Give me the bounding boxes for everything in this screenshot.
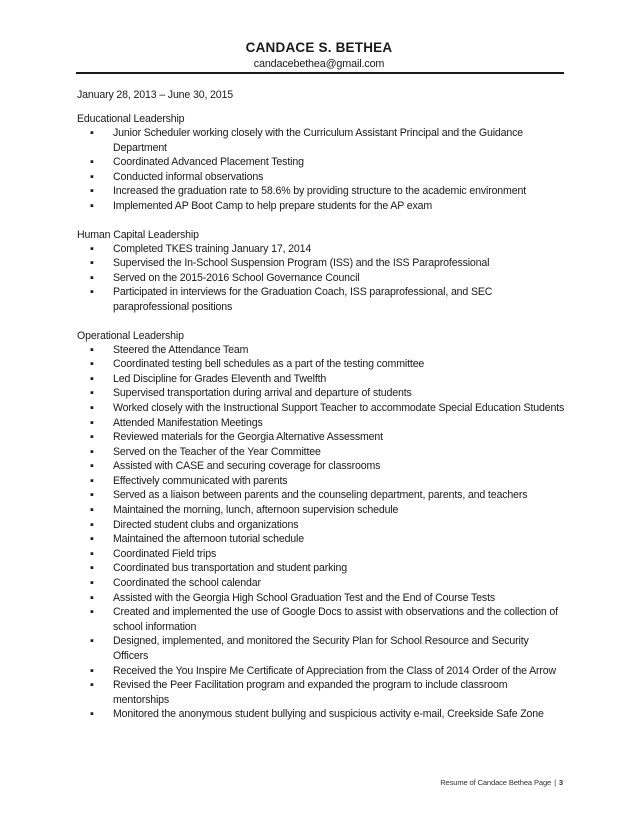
list-item: ▪ Implemented AP Boot Camp to help prepare students for the AP exam <box>77 199 565 214</box>
list-item: ▪ Coordinated Field trips <box>77 547 565 562</box>
list-item: ▪ Maintained the morning, lunch, afternoon supervision schedule <box>77 503 565 518</box>
list-item: ▪ Directed student clubs and organizations <box>77 518 565 533</box>
bullet-list <box>77 343 565 722</box>
list-item: ▪ Led Discipline for Grades Eleventh and Twelfth <box>77 372 565 387</box>
list-item: ▪ Maintained the afternoon tutorial schedule <box>77 532 565 547</box>
list-item: ▪ Received the You Inspire Me Certificate of Appreciation from the Class of 2014 Order of the Arrow <box>77 664 565 679</box>
section-title: Operational Leadership <box>77 329 184 342</box>
employment-dates: January 28, 2013 – June 30, 2015 <box>77 89 233 101</box>
section-human-capital-leadership <box>77 228 565 315</box>
list-item: ▪ Supervised transportation during arrival and departure of students <box>77 386 565 401</box>
list-item: ▪ Coordinated the school calendar <box>77 576 565 591</box>
list-item: ▪ Coordinated Advanced Placement Testing <box>77 155 565 170</box>
list-item: ▪ Worked closely with the Instructional Support Teacher to accommodate Special Education Students <box>77 401 565 416</box>
bullet-list <box>77 242 565 315</box>
section-operational-leadership <box>77 329 565 722</box>
footer-label: Resume of Candace Bethea Page <box>440 778 552 787</box>
header-divider <box>76 72 564 74</box>
candidate-name: CANDACE S. BETHEA <box>245 40 393 55</box>
list-item: ▪ Completed TKES training January 17, 2014 <box>77 242 565 257</box>
list-item: ▪ Reviewed materials for the Georgia Alternative Assessment <box>77 430 565 445</box>
list-item: ▪ Served as a liaison between parents and the counseling department, parents, and teachers <box>77 488 565 503</box>
list-item: ▪ Created and implemented the use of Google Docs to assist with observations and the collection of school information <box>77 605 565 634</box>
list-item: ▪ Coordinated testing bell schedules as a part of the testing committee <box>77 357 565 372</box>
list-item: ▪ Supervised the In-School Suspension Program (ISS) and the ISS Paraprofessional <box>77 256 565 271</box>
list-item: ▪ Increased the graduation rate to 58.6% by providing structure to the academic environment <box>77 184 565 199</box>
list-item: ▪ Monitored the anonymous student bullying and suspicious activity e-mail, Creekside Safe Zone <box>77 707 565 722</box>
bullet-list <box>77 126 565 214</box>
list-item: ▪ Designed, implemented, and monitored the Security Plan for School Resource and Security Officers <box>77 634 565 663</box>
page-footer <box>0 778 563 787</box>
section-title: Educational Leadership <box>77 113 185 125</box>
list-item: ▪ Revised the Peer Facilitation program and expanded the program to include classroom mentorships <box>77 678 565 707</box>
list-item: ▪ Participated in interviews for the Graduation Coach, ISS paraprofessional, and SEC paraprofessional positions <box>77 285 565 314</box>
list-item: ▪ Steered the Attendance Team <box>77 343 565 358</box>
list-item: ▪ Conducted informal observations <box>77 170 565 185</box>
list-item: ▪ Junior Scheduler working closely with the Curriculum Assistant Principal and the Guidance Department <box>77 126 565 155</box>
section-title: Human Capital Leadership <box>77 228 199 241</box>
list-item: ▪ Served on the Teacher of the Year Committee <box>77 445 565 460</box>
section-educational-leadership <box>77 112 565 214</box>
resume-body <box>77 88 565 736</box>
list-item: ▪ Assisted with CASE and securing coverage for classrooms <box>77 459 565 474</box>
list-item: ▪ Attended Manifestation Meetings <box>77 416 565 431</box>
list-item: ▪ Coordinated bus transportation and student parking <box>77 561 565 576</box>
list-item: ▪ Effectively communicated with parents <box>77 474 565 489</box>
page-number: 3 <box>558 778 563 787</box>
candidate-email: candacebethea@gmail.com <box>253 58 385 70</box>
footer-separator: | <box>554 778 556 787</box>
list-item: ▪ Assisted with the Georgia High School Graduation Test and the End of Course Tests <box>77 591 565 606</box>
list-item: ▪ Served on the 2015-2016 School Governance Council <box>77 271 565 286</box>
